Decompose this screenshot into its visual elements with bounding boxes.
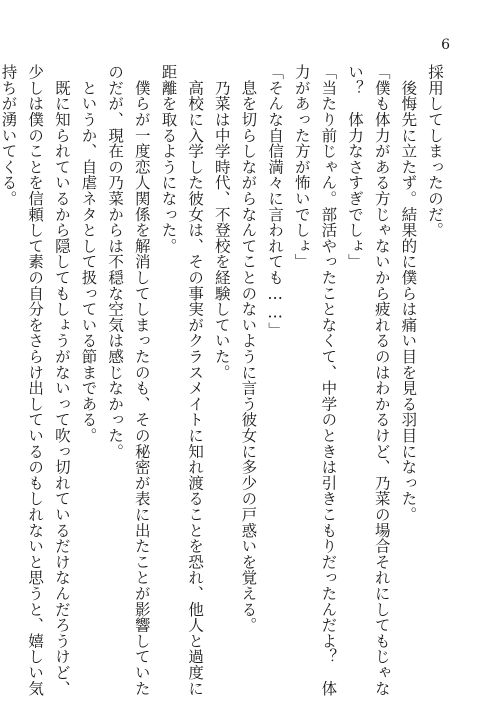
text-line: 力があった方が怖いでしょ」 [292,64,311,270]
text-line: のだが、現在の乃菜からは不穏な空気は感じなかった。 [106,64,125,459]
text-line: 「僕も体力がある方じゃないから疲れるのはわかるけど、乃菜の場合それにしてもじゃな [372,64,391,696]
text-line: 僕らが一度恋人関係を解消してしまったのも、その秘密が表に出たことが影響していた [132,64,151,696]
text-line: 「当たり前じゃん。部活やったことなくて、中学のときは引きこもりだったんだよ？ 体 [319,64,338,696]
text-line: 少しは僕のことを信頼して素の自分をさらけ出しているのもしれないと思うと、嬉しい気 [26,64,45,696]
text-line: 息を切らしながらなんてことのないように言う彼女に多少の戸惑いを覚える。 [239,64,258,633]
text-line: 距離を取るようになった。 [159,64,178,254]
body-text [0,64,448,696]
text-line: い？ 体力なさすぎでしょ」 [346,64,365,270]
text-line: 後悔先に立たず。結果的に僕らは痛い目を見る羽目になった。 [399,64,418,523]
text-line: 持ちが湧いてくる。 [0,64,18,207]
text-line: 乃菜は中学時代、不登校を経験していた。 [212,64,231,380]
page-number: 6 [441,37,450,53]
text-line: 「そんな自信満々に言われても……」 [266,64,285,338]
text-line: 既に知られているから隠してもしょうがないって吹っ切れているだけなんだろうけど、 [52,64,71,696]
text-line: 高校に入学した彼女は、その事実がクラスメイトに知れ渡ることを恐れ、他人と過度に [186,64,205,696]
text-line: というか、自虐ネタとして扱っている節まである。 [79,64,98,444]
text-line: 採用してしまったのだ。 [426,64,444,238]
